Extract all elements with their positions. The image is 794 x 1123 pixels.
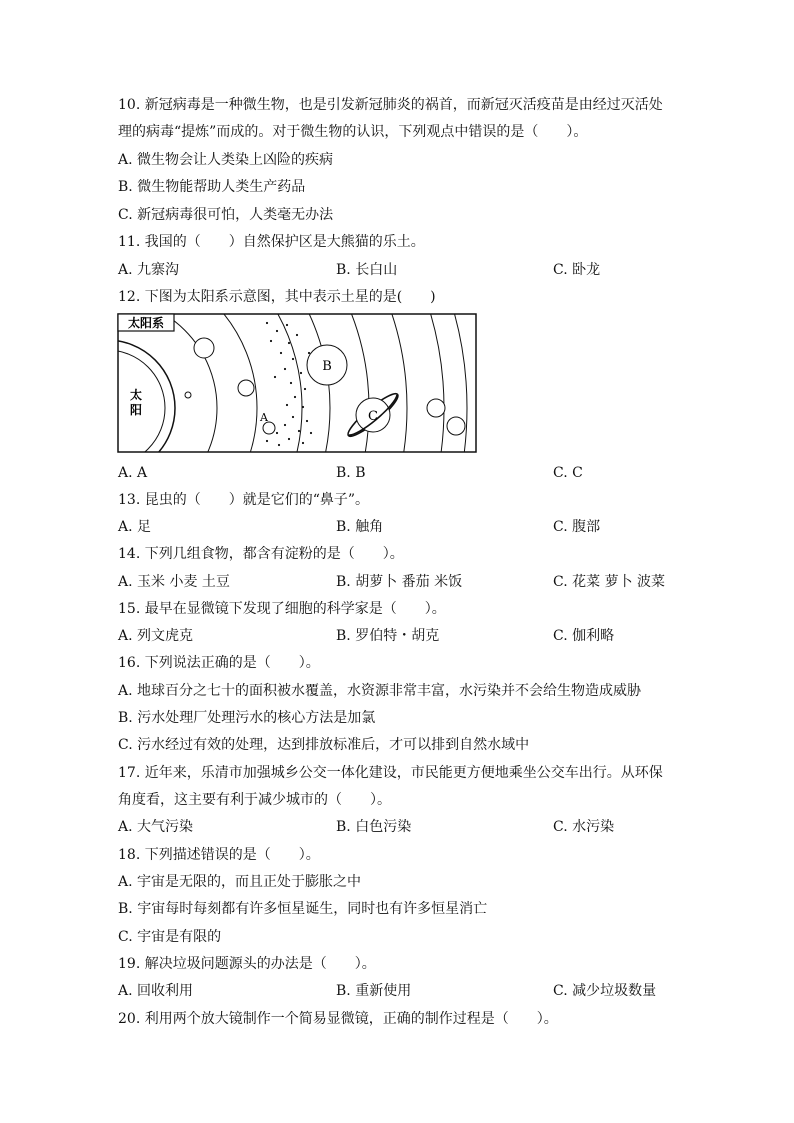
label-a: A [260, 411, 268, 424]
q14-option-b: B. 胡萝卜 番茄 米饭 [336, 574, 463, 590]
q17-option-a: A. 大气污染 [118, 819, 194, 835]
planet-venus [194, 338, 214, 358]
q12-option-b: B. B [336, 465, 366, 481]
planet-earth [238, 380, 254, 396]
q16-option-c: C. 污水经过有效的处理，达到排放标准后，才可以排到自然水域中 [118, 737, 530, 753]
planet-uranus [427, 399, 445, 417]
q12-option-c: C. C [553, 465, 583, 481]
q19-option-c: C. 减少垃圾数量 [553, 983, 657, 999]
q15-option-a: A. 列文虎克 [118, 628, 194, 644]
q18-stem: 18. 下列描述错误的是（ ）。 [118, 847, 320, 863]
q10-option-a: A. 微生物会让人类染上凶险的疾病 [118, 152, 334, 168]
q15-option-b: B. 罗伯特・胡克 [336, 628, 440, 644]
planet-neptune [447, 417, 465, 435]
q11-option-c: C. 卧龙 [553, 262, 601, 278]
q16-option-a: A. 地球百分之七十的面积被水覆盖，水资源非常丰富，水污染并不会给生物造成威胁 [118, 683, 642, 699]
label-b: B [322, 359, 332, 374]
q18-option-c: C. 宇宙是有限的 [118, 929, 222, 945]
q12-stem: 12. 下图为太阳系示意图，其中表示土星的是( ) [118, 289, 436, 305]
q18-option-a: A. 宇宙是无限的，而且正处于膨胀之中 [118, 874, 362, 890]
q11-option-a: A. 九寨沟 [118, 262, 180, 278]
q19-stem: 19. 解决垃圾问题源头的办法是（ ）。 [118, 956, 376, 972]
label-c: C [368, 409, 378, 424]
q18-option-b: B. 宇宙每时每刻都有许多恒星诞生，同时也有许多恒星消亡 [118, 901, 488, 917]
q11-stem: 11. 我国的（ ）自然保护区是大熊猫的乐土。 [118, 234, 425, 250]
sun-label-top: 太 [129, 388, 143, 402]
q10-stem-line1: 10. 新冠病毒是一种微生物，也是引发新冠肺炎的祸首，而新冠灭活疫苗是由经过灭活处 [118, 97, 663, 113]
diagram-title: 太阳系 [127, 316, 165, 330]
q14-stem: 14. 下列几组食物，都含有淀粉的是（ ）。 [118, 546, 404, 562]
q13-option-b: B. 触角 [336, 519, 384, 535]
q14-option-c: C. 花菜 萝卜 波菜 [553, 574, 666, 590]
planet-mercury [185, 392, 191, 398]
q12-option-a: A. A [118, 465, 148, 481]
q15-option-c: C. 伽利略 [553, 628, 615, 644]
q10-option-b: B. 微生物能帮助人类生产药品 [118, 179, 306, 195]
q17-option-c: C. 水污染 [553, 819, 615, 835]
sun-label-bottom: 阳 [129, 403, 143, 417]
q16-option-b: B. 污水处理厂处理污水的核心方法是加氯 [118, 710, 376, 726]
q13-option-a: A. 足 [118, 519, 152, 535]
q15-stem: 15. 最早在显微镜下发现了细胞的科学家是（ ）。 [118, 601, 446, 617]
q13-stem: 13. 昆虫的（ ）就是它们的“鼻子”。 [118, 492, 370, 508]
q16-stem: 16. 下列说法正确的是（ ）。 [118, 655, 320, 671]
q10-stem-line2: 理的病毒“提炼”而成的。对于微生物的认识，下列观点中错误的是（ ）。 [118, 124, 588, 140]
q19-option-a: A. 回收利用 [118, 983, 194, 999]
q19-option-b: B. 重新使用 [336, 983, 412, 999]
q11-option-b: B. 长白山 [336, 262, 398, 278]
solar-system-diagram [117, 313, 477, 453]
q17-stem-line1: 17. 近年来，乐清市加强城乡公交一体化建设，市民能更方便地乘坐公交车出行。从环保 [118, 765, 663, 781]
q13-option-c: C. 腹部 [553, 519, 601, 535]
q17-stem-line2: 角度看，这主要有利于减少城市的（ ）。 [118, 792, 391, 808]
q10-option-c: C. 新冠病毒很可怕，人类毫无办法 [118, 207, 334, 223]
q20-stem: 20. 利用两个放大镜制作一个简易显微镜，正确的制作过程是（ ）。 [118, 1011, 558, 1027]
q14-option-a: A. 玉米 小麦 土豆 [118, 574, 230, 590]
q17-option-b: B. 白色污染 [336, 819, 412, 835]
